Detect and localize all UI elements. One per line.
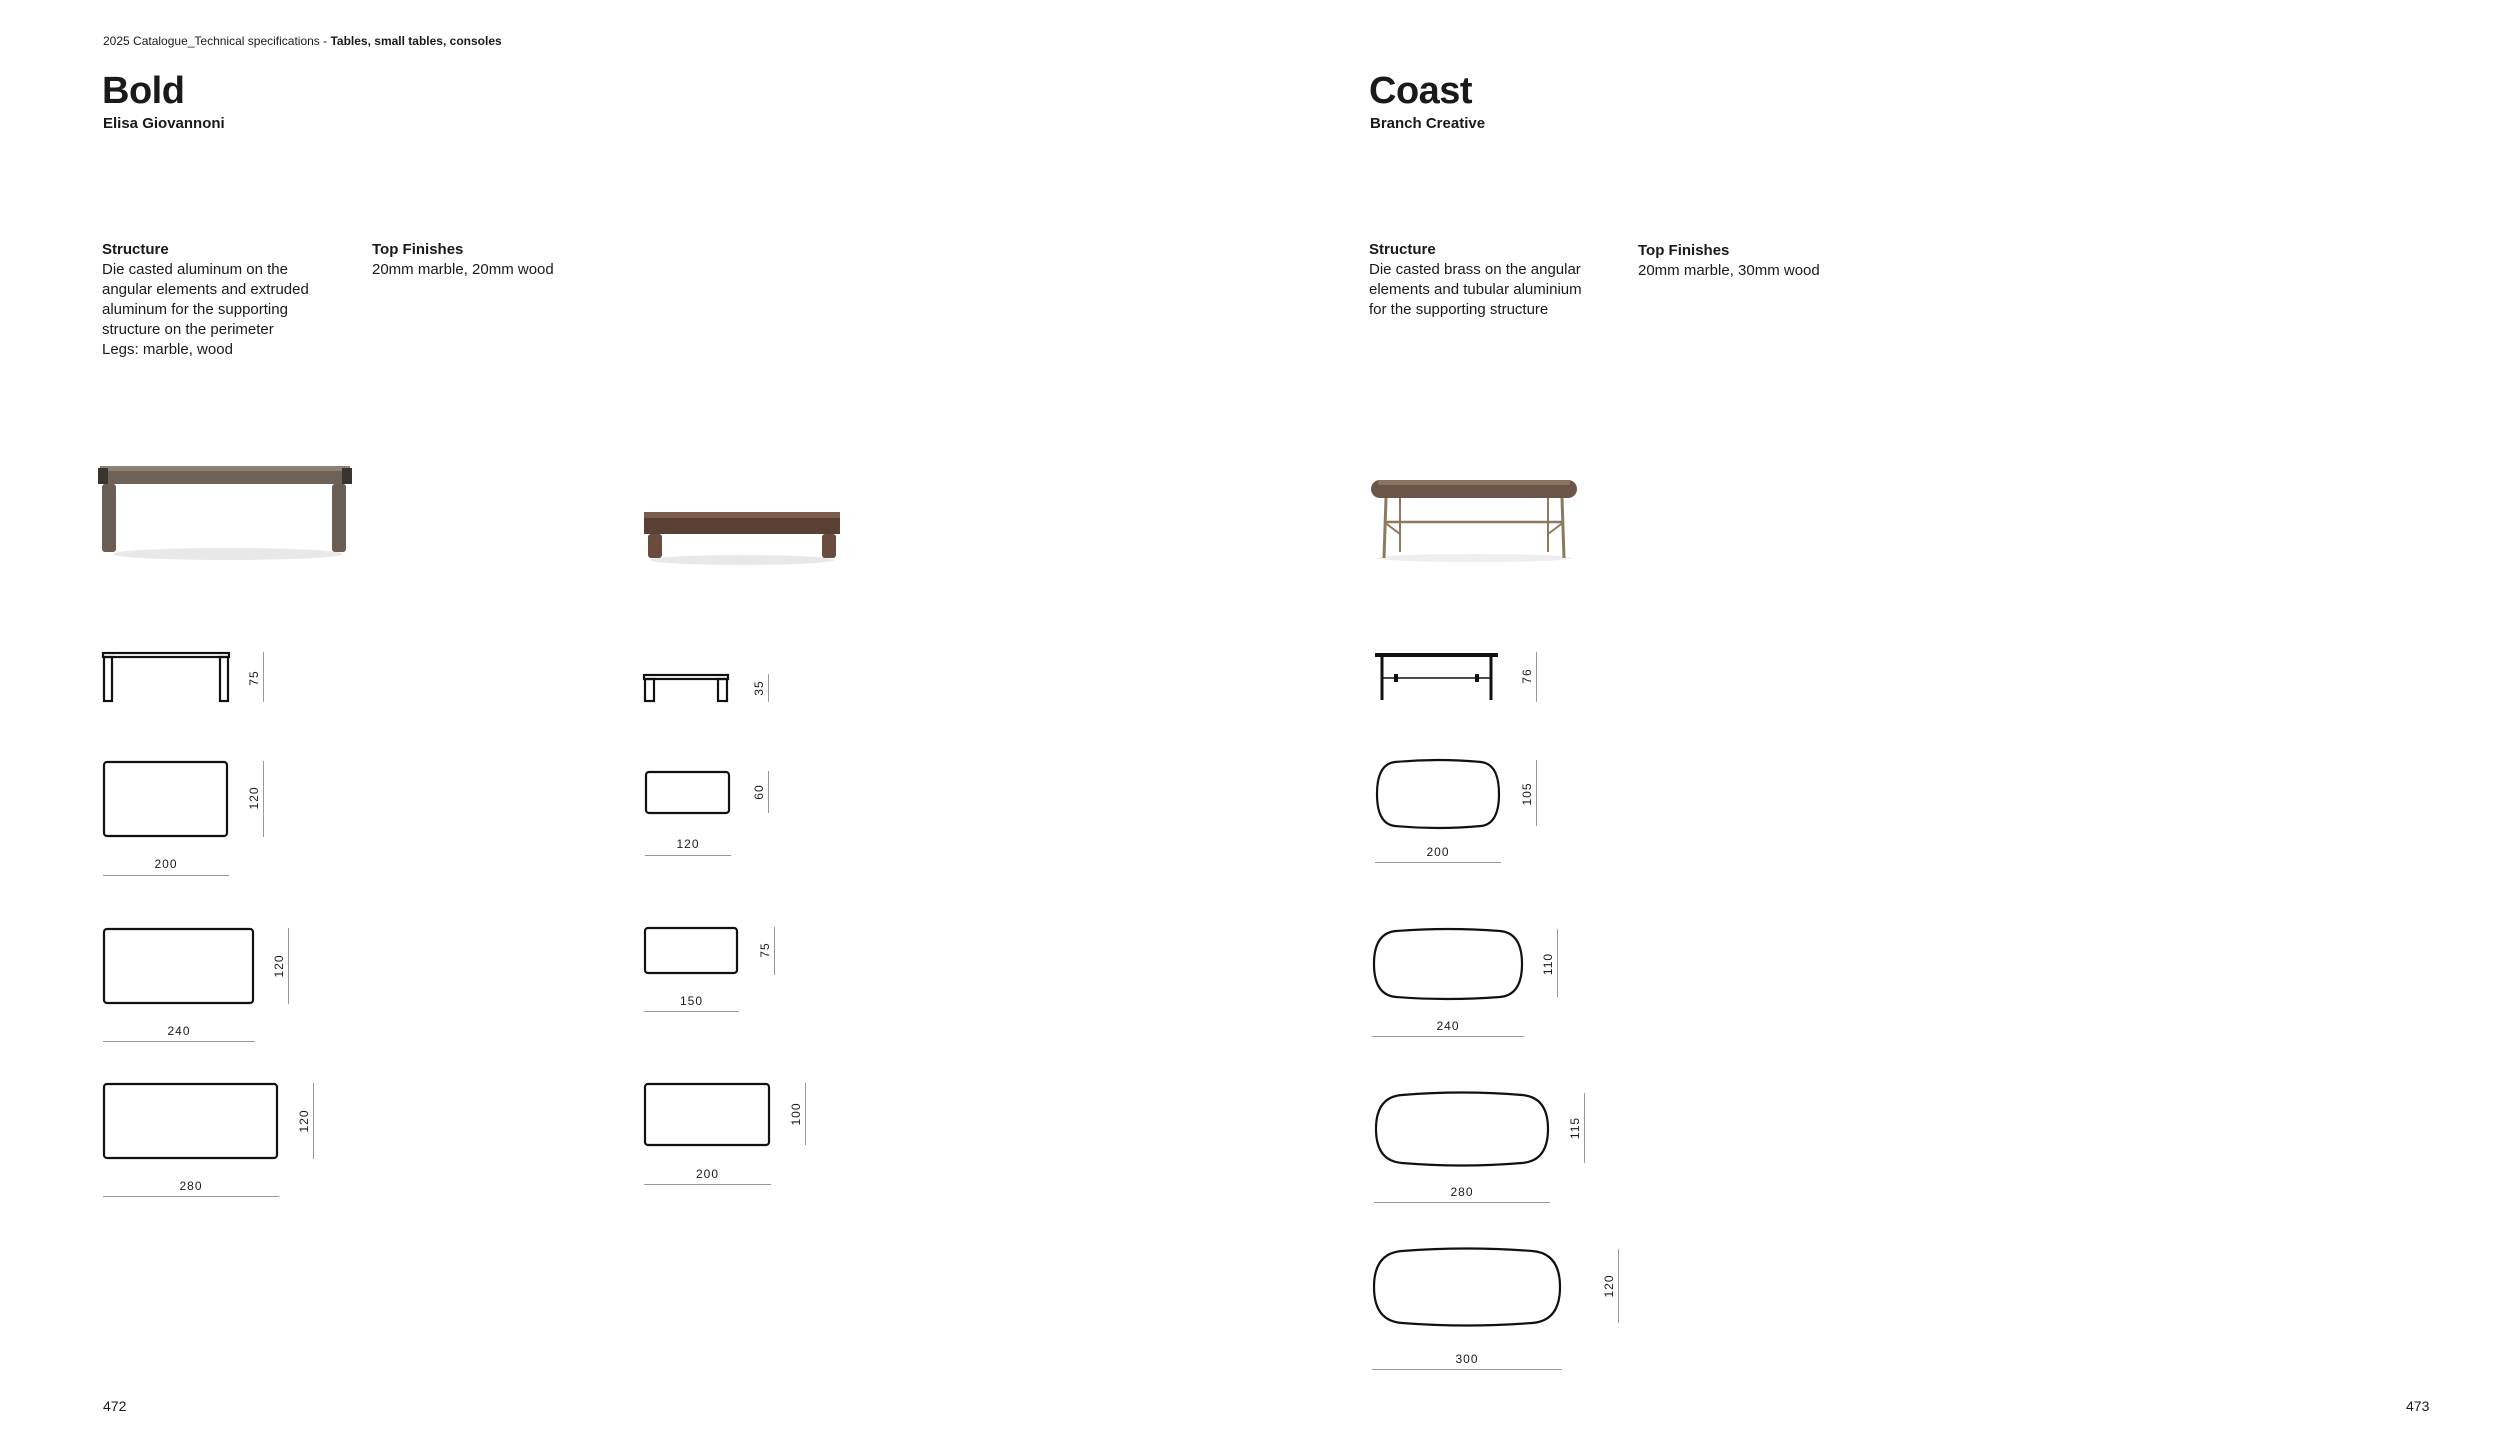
structure-block-bold xyxy=(102,240,342,360)
finishes-text: 20mm marble, 30mm wood xyxy=(1638,262,1820,279)
coast-plan-200 xyxy=(1375,760,1501,828)
dim-width: 240 xyxy=(1436,1019,1460,1033)
dim-depth: 105 xyxy=(1520,782,1534,806)
structure-text: Die casted aluminum on the angular elements and extruded aluminum for the supporting structure on the perimeter Legs: marble, wood xyxy=(102,261,309,358)
dim-line xyxy=(1618,1249,1619,1323)
structure-text: Die casted brass on the angular elements and tubular aluminium for the supporting structure xyxy=(1369,261,1582,318)
finishes-heading: Top Finishes xyxy=(372,241,464,258)
dim-height-bold: 75 xyxy=(247,670,261,686)
breadcrumb-section: Tables, small tables, consoles xyxy=(330,34,502,48)
dim-line xyxy=(1374,1202,1550,1203)
finishes-block-coast xyxy=(1638,241,1898,281)
designer-coast: Branch Creative xyxy=(1370,115,1486,132)
dim-line xyxy=(768,771,769,813)
product-title-coast: Coast xyxy=(1369,70,1473,112)
dim-line xyxy=(313,1083,314,1159)
dim-line xyxy=(103,875,229,876)
product-title-bold: Bold xyxy=(102,70,185,112)
coast-table-image xyxy=(1370,478,1580,564)
dim-depth: 60 xyxy=(752,784,766,800)
finishes-text: 20mm marble, 20mm wood xyxy=(372,261,554,278)
bold-small-plan-120 xyxy=(645,771,731,815)
dim-line xyxy=(774,927,775,975)
dim-line xyxy=(805,1083,806,1145)
dim-depth: 100 xyxy=(789,1102,803,1126)
dim-line xyxy=(103,1041,255,1042)
bold-small-plan-150 xyxy=(644,927,739,975)
dim-depth: 120 xyxy=(297,1109,311,1133)
dim-depth: 120 xyxy=(247,786,261,810)
dim-line xyxy=(1372,1369,1562,1370)
dim-width: 150 xyxy=(679,994,704,1008)
page-number-right: 473 xyxy=(2406,1398,2430,1414)
structure-block-coast xyxy=(1369,240,1619,320)
dim-line xyxy=(644,1184,771,1185)
breadcrumb-prefix: 2025 Catalogue_Technical specifications - xyxy=(103,34,331,48)
dim-line xyxy=(768,674,769,702)
page-number-left: 472 xyxy=(103,1398,127,1414)
dim-height-bold-small: 35 xyxy=(752,680,766,696)
dim-line xyxy=(1536,760,1537,826)
bold-small-elevation-drawing xyxy=(643,674,729,702)
dim-width: 280 xyxy=(179,1179,203,1193)
dim-width: 280 xyxy=(1450,1185,1474,1199)
dim-line xyxy=(288,928,289,1004)
designer-bold: Elisa Giovannoni xyxy=(103,115,225,132)
finishes-block-bold xyxy=(372,240,612,280)
breadcrumb xyxy=(103,34,502,48)
dim-depth: 110 xyxy=(1541,952,1555,976)
structure-heading: Structure xyxy=(1369,241,1436,258)
bold-small-plan-200 xyxy=(644,1083,771,1147)
dim-line xyxy=(263,761,264,837)
dim-width: 240 xyxy=(167,1024,191,1038)
coast-plan-280 xyxy=(1374,1093,1550,1165)
dim-line xyxy=(263,652,264,702)
dim-width: 120 xyxy=(676,837,700,851)
dim-width: 200 xyxy=(154,857,178,871)
dim-line xyxy=(1584,1093,1585,1163)
dim-width: 300 xyxy=(1455,1352,1479,1366)
dim-line xyxy=(103,1196,279,1197)
dim-depth: 75 xyxy=(758,942,772,958)
bold-table-image xyxy=(98,462,358,562)
coast-plan-240 xyxy=(1372,929,1524,999)
finishes-heading: Top Finishes xyxy=(1638,242,1730,259)
dim-line xyxy=(644,1011,739,1012)
coast-elevation-drawing xyxy=(1374,652,1500,702)
structure-heading: Structure xyxy=(102,241,169,258)
dim-height-coast: 76 xyxy=(1520,668,1534,684)
coast-plan-300 xyxy=(1372,1249,1562,1325)
dim-line xyxy=(1372,1036,1524,1037)
bold-elevation-drawing xyxy=(102,652,232,704)
bold-small-table-image xyxy=(642,510,842,566)
dim-depth: 120 xyxy=(1602,1274,1616,1298)
dim-line xyxy=(1375,862,1501,863)
dim-depth: 115 xyxy=(1568,1116,1582,1140)
dim-width: 200 xyxy=(1426,845,1450,859)
dim-depth: 120 xyxy=(272,954,286,978)
dim-line xyxy=(1536,652,1537,702)
dim-line xyxy=(1557,929,1558,997)
dim-width: 200 xyxy=(695,1167,720,1181)
bold-plan-200 xyxy=(103,761,229,837)
bold-plan-240 xyxy=(103,928,255,1004)
dim-line xyxy=(645,855,731,856)
bold-plan-280 xyxy=(103,1083,279,1159)
